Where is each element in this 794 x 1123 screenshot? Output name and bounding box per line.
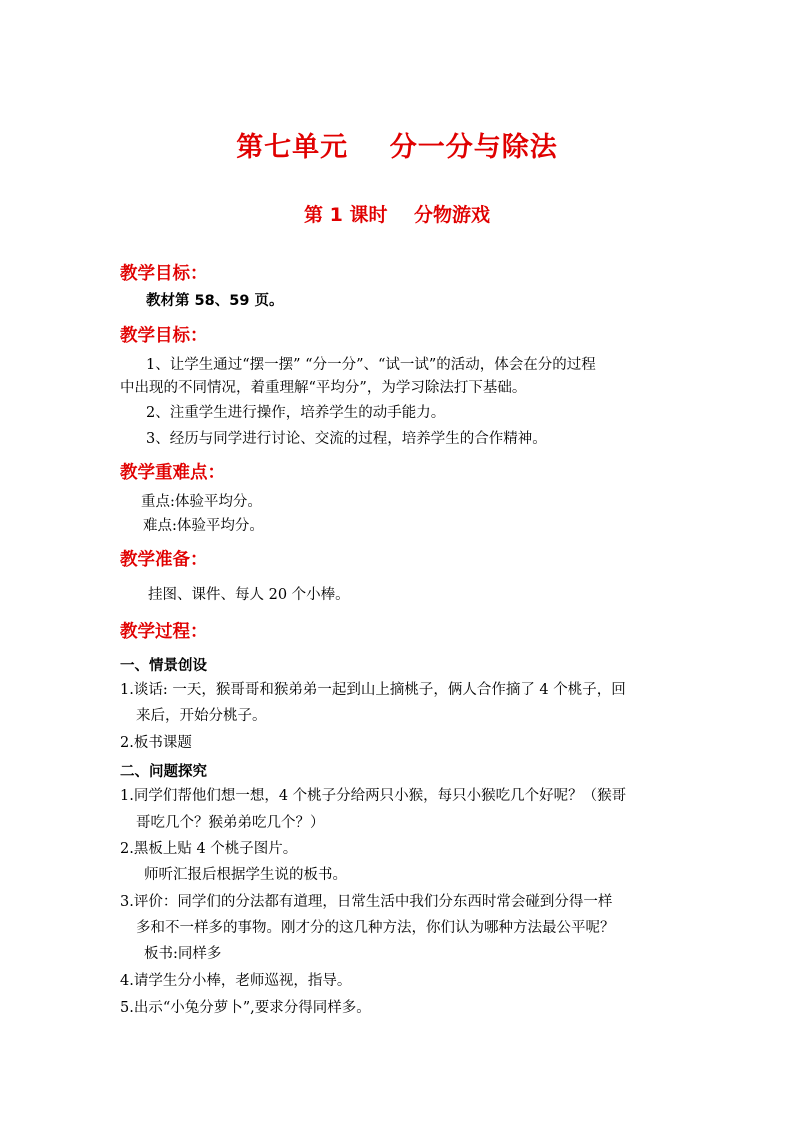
- process-part2-line-3: 3.评价：同学们的分法都有道理，日常生活中我们分东西时常会碰到分得一样: [120, 894, 613, 910]
- unit-title: 第七单元 分一分与除法: [236, 132, 558, 163]
- key-point: 重点:体验平均分。: [141, 494, 262, 510]
- process-part2-line-1-cont: 哥吃几个？猴弟弟吃几个？）: [136, 815, 325, 831]
- process-part1-line-1: 1.谈话: 一天，猴哥哥和猴弟弟一起到山上摘桃子，俩人合作摘了 4 个桃子，回: [120, 682, 626, 698]
- section-heading-key-points: 教学重难点：: [120, 463, 225, 483]
- process-part2-line-5: 5.出示“小兔分萝卜”,要求分得同样多。: [120, 1000, 371, 1016]
- process-part1-heading: 一、情景创设: [120, 658, 207, 674]
- section-heading-content: 教学目标：: [120, 264, 208, 284]
- process-part2-line-4: 4.请学生分小棒，老师巡视，指导。: [120, 973, 352, 989]
- section-heading-process: 教学过程：: [120, 622, 208, 642]
- section-heading-preparation: 教学准备：: [120, 550, 208, 570]
- process-part2-heading: 二、问题探究: [120, 764, 207, 780]
- goal-line-1: 1、让学生通过“摆一摆” “分一分”、“试一试”的活动，体会在分的过程: [146, 357, 596, 373]
- process-part1-line-1-cont: 来后，开始分桃子。: [136, 708, 267, 724]
- goal-line-2: 2、注重学生进行操作，培养学生的动手能力。: [146, 405, 446, 421]
- process-part1-line-2: 2.板书课题: [120, 735, 192, 751]
- section-heading-goals: 教学目标：: [120, 326, 208, 346]
- process-part2-line-2: 2.黑板上贴 4 个桃子图片。: [120, 841, 298, 857]
- process-part2-line-2-cont: 师听汇报后根据学生说的板书。: [144, 867, 347, 883]
- difficult-point: 难点:体验平均分。: [143, 518, 264, 534]
- process-part2-line-1: 1.同学们帮他们想一想，4 个桃子分给两只小猴，每只小猴吃几个好呢？（猴哥: [120, 788, 627, 804]
- process-part2-line-3-note: 板书:同样多: [144, 946, 222, 962]
- preparation-text: 挂图、课件、每人 20 个小棒。: [148, 587, 350, 603]
- process-part2-line-3-cont: 多和不一样多的事物。刚才分的这几种方法，你们认为哪种方法最公平呢？: [136, 920, 615, 936]
- content-text: 教材第 58、59 页。: [146, 293, 284, 309]
- lesson-title: 第 1 课时 分物游戏: [304, 204, 490, 226]
- goal-line-1-cont: 中出现的不同情况，着重理解“平均分”，为学习除法打下基础。: [120, 380, 527, 396]
- goal-line-3: 3、经历与同学进行讨论、交流的过程，培养学生的合作精神。: [146, 431, 547, 447]
